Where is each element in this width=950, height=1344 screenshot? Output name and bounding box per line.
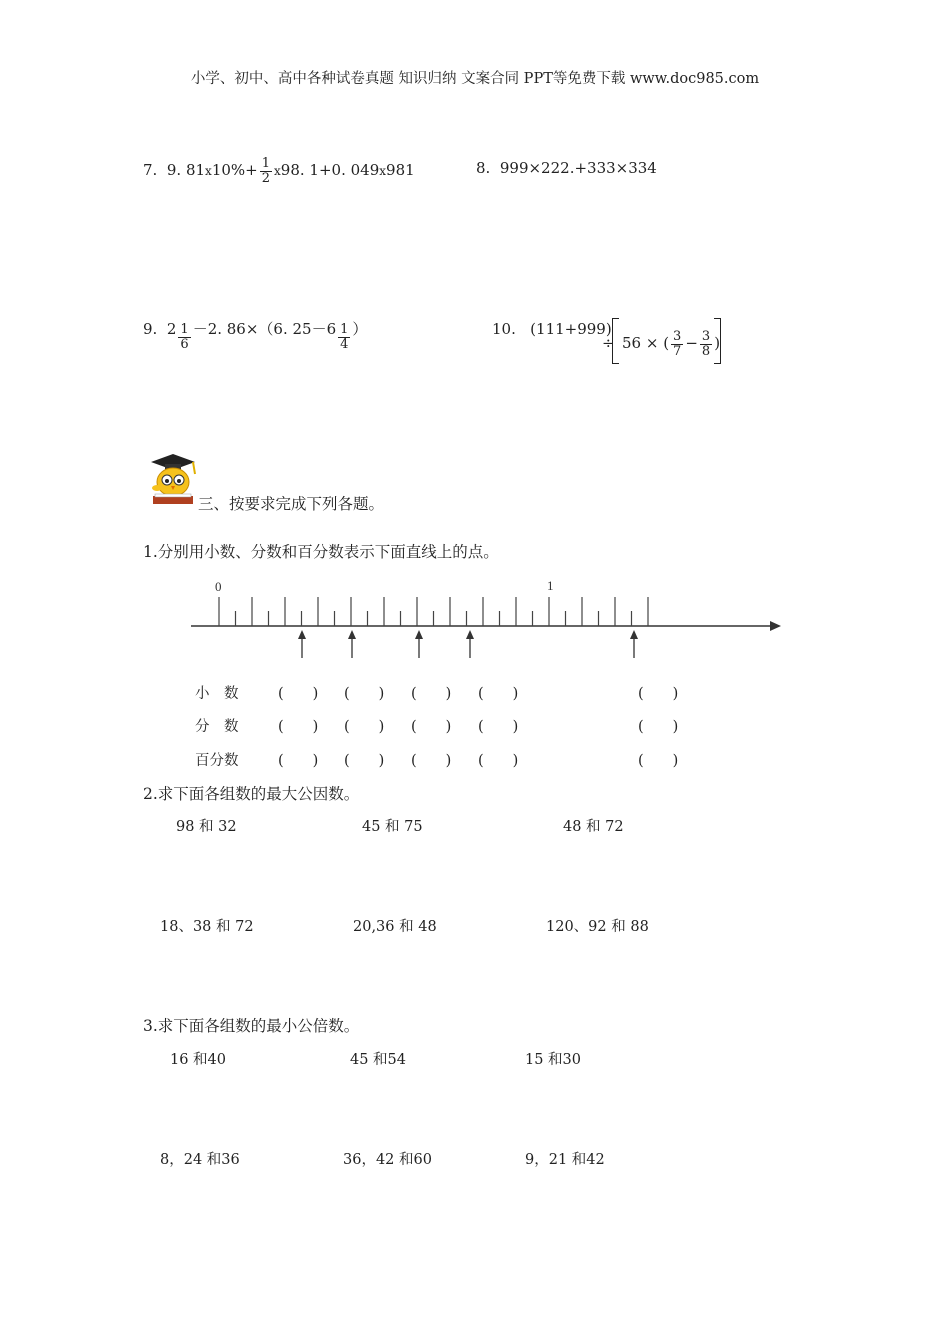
- point-arrows: [298, 630, 638, 658]
- answer-blank[interactable]: ( ): [411, 753, 452, 769]
- close-paren: ): [714, 334, 721, 353]
- denominator: 2: [261, 170, 271, 186]
- answer-blank[interactable]: ( ): [344, 753, 385, 769]
- gcd-group: 45 和 75: [362, 819, 423, 835]
- denominator: 4: [340, 337, 349, 352]
- fraction: [178, 323, 190, 351]
- expression: 56 × (: [622, 334, 670, 353]
- lcm-group: 16 和40: [170, 1052, 227, 1068]
- answer-blank[interactable]: ( ): [411, 686, 452, 702]
- times-sign: x: [274, 164, 281, 179]
- point-arrowhead: [415, 630, 423, 639]
- scholar-chick-icon: [143, 452, 199, 508]
- gcd-group: 48 和 72: [563, 819, 624, 835]
- answer-blank[interactable]: ( ): [278, 686, 319, 702]
- answer-blank[interactable]: ( ): [278, 753, 319, 769]
- fraction: [338, 323, 350, 351]
- gcd-group: 18、38 和 72: [160, 919, 254, 935]
- row-label-decimal: 小 数: [195, 686, 239, 702]
- question-1-title: 1.分别用小数、分数和百分数表示下面直线上的点。: [143, 543, 499, 561]
- section-title: 三、按要求完成下列各题。: [198, 495, 385, 513]
- point-arrowhead: [630, 630, 638, 639]
- denominator: 7: [673, 343, 682, 359]
- fraction: [671, 330, 683, 358]
- numerator: 1: [180, 322, 189, 338]
- fraction: [260, 157, 272, 185]
- answer-blank[interactable]: ( ): [344, 719, 385, 735]
- problem-8: [476, 159, 657, 177]
- gcd-group: 98 和 32: [176, 819, 237, 835]
- divide-sign: ÷: [602, 334, 615, 352]
- answer-blank[interactable]: ( ): [278, 719, 319, 735]
- numerator: 3: [701, 329, 711, 344]
- point-arrowhead: [348, 630, 356, 639]
- answer-blank[interactable]: ( ): [411, 719, 452, 735]
- whole-part: 2: [166, 320, 177, 338]
- expression: －2. 86×（6. 25－6: [192, 320, 337, 338]
- lcm-group: 45 和54: [350, 1052, 407, 1068]
- gcd-group: 120、92 和 88: [546, 919, 649, 935]
- lcm-group: 8，24 和36: [160, 1152, 240, 1168]
- operand: 98. 1+0. 049: [280, 161, 380, 180]
- problem-7: [143, 157, 415, 185]
- denominator: 6: [180, 337, 189, 352]
- problem-10: [492, 320, 612, 338]
- axis-arrowhead: [770, 621, 781, 631]
- lcm-group: 36，42 和60: [343, 1152, 432, 1168]
- times-sign: x: [205, 164, 212, 179]
- answer-blank[interactable]: ( ): [638, 753, 679, 769]
- lcm-group: 9，21 和42: [525, 1152, 605, 1168]
- row-label-percent: 百分数: [195, 753, 239, 769]
- problem-number: 10.: [492, 320, 516, 338]
- question-2-title: 2.求下面各组数的最大公因数。: [143, 785, 360, 803]
- denominator: 8: [701, 343, 711, 359]
- numerator: 1: [340, 322, 349, 338]
- numerator: 1: [261, 156, 271, 171]
- lcm-group: 15 和30: [525, 1052, 582, 1068]
- numerator: 3: [673, 329, 682, 344]
- answer-blank[interactable]: ( ): [638, 719, 679, 735]
- problem-number: 9.: [143, 320, 158, 338]
- gcd-group: 20,36 和 48: [353, 919, 437, 935]
- answer-blank[interactable]: ( ): [344, 686, 385, 702]
- point-arrowhead: [298, 630, 306, 639]
- expression: 999×222.+333×334: [499, 159, 657, 177]
- times-sign: x: [379, 164, 387, 179]
- minus-sign: −: [685, 334, 698, 353]
- bracket-content: [622, 330, 720, 358]
- row-label-fraction: 分 数: [195, 719, 239, 735]
- answer-blank[interactable]: ( ): [478, 753, 519, 769]
- question-3-title: 3.求下面各组数的最小公倍数。: [143, 1017, 360, 1035]
- page-header: 小学、初中、高中各种试卷真题 知识归纳 文案合同 PPT等免费下载 www.doc985.com: [190, 71, 760, 87]
- problem-number: 7.: [143, 161, 158, 180]
- label-zero: 0: [215, 579, 222, 594]
- problem-number: 8.: [476, 159, 491, 177]
- left-bracket: [612, 318, 619, 364]
- close-paren: ）: [352, 320, 368, 338]
- fraction: [700, 330, 712, 358]
- operand: 9. 81: [166, 161, 206, 180]
- point-arrowhead: [466, 630, 474, 639]
- answer-blank[interactable]: ( ): [478, 686, 519, 702]
- expression: (111+999): [530, 320, 612, 338]
- answer-blank[interactable]: ( ): [478, 719, 519, 735]
- number-line: [185, 575, 785, 665]
- operand: 981: [386, 161, 415, 180]
- tick-marks: [219, 597, 648, 626]
- answer-blank[interactable]: ( ): [638, 686, 679, 702]
- operand: 10%+: [211, 161, 258, 180]
- label-one: 1: [547, 578, 554, 593]
- problem-9: [143, 318, 367, 352]
